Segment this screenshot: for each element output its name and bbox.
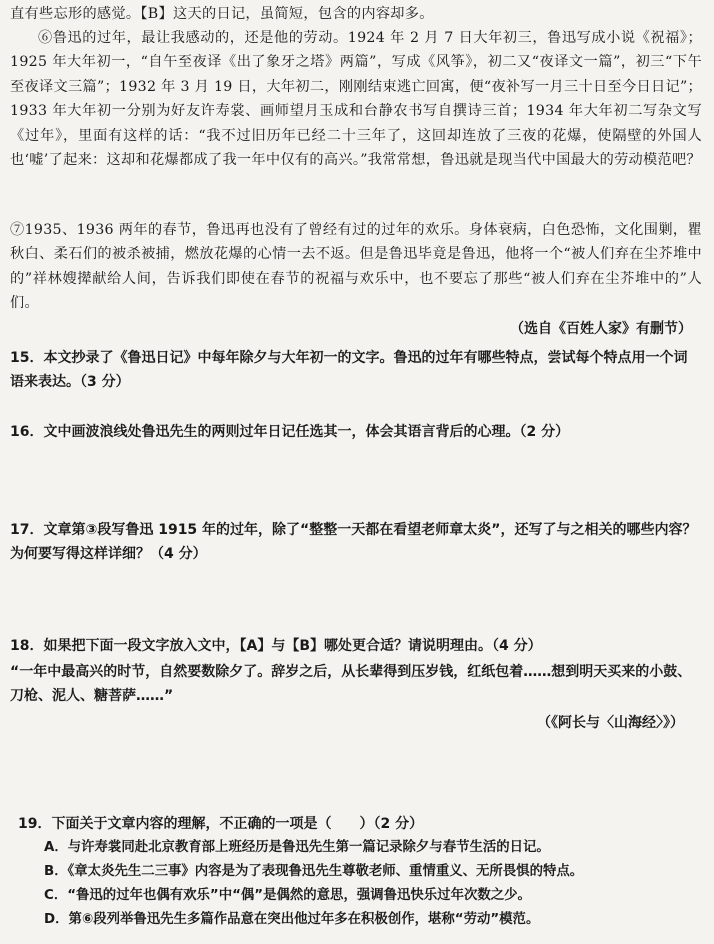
question-18-source: （《阿长与〈山海经〉》） xyxy=(537,715,684,731)
question-17: 17．文章第③段写鲁迅 1915 年的过年，除了“整整一天都在看望老师章太炎”，还写了与之相关的哪些内容？为何要写得这样详细？（4 分） xyxy=(10,522,697,562)
question-19-option-b: B．《章太炎先生二三事》内容是为了表现鲁迅先生尊敬老师、重情重义、无所畏惧的特点。 xyxy=(44,864,584,879)
passage-paragraph-6: ⑥鲁迅的过年，最让我感动的，还是他的劳动。1924 年 2 月 7 日大年初三，鲁迅写成小说《祝福》；1925 年大年初一，“自午至夜译《出了象牙之塔》两篇”，写成《风筝》，初二又“夜译文一篇”，初三“下午至夜译文三篇”；1932 年 3 月 19 日，大年初二，刚刚结束逃亡回寓，便“夜补写一月三十日至今日日记”；1933 年大年初一分别为好友许寿裳、画师望月玉成和台静农书写自撰诗三首；1934 年大年初二写杂文写《过年》，里面有这样的话：“我不过旧历年已经二十三年了，这回却连放了三夜的花爆，使隔壁的外国人也‘嘘’了起来：这却和花爆都成了我一年中仅有的高兴。”我常常想，鲁迅就是现当代中国最大的劳动模范吧？ xyxy=(10,30,702,169)
question-15: 15．本文抄录了《鲁迅日记》中每年除夕与大年初一的文字。鲁迅的过年有哪些特点，尝试每个特点用一个词语来表达。（3 分） xyxy=(10,350,688,390)
question-19-option-a: A．与许寿裳同赴北京教育部上班经历是鲁迅先生第一篇记录除夕与春节生活的日记。 xyxy=(44,840,550,855)
question-19: 19．下面关于文章内容的理解，不正确的一项是（ ）（2 分） xyxy=(18,816,424,832)
question-19-option-d: D．第⑥段列举鲁迅先生多篇作品意在突出他过年多在积极创作，堪称“劳动”模范。 xyxy=(44,912,540,927)
question-16: 16．文中画波浪线处鲁迅先生的两则过年日记任选其一，体会其语言背后的心理。（2 分） xyxy=(10,424,570,440)
passage-source: （选自《百姓人家》有删节） xyxy=(510,321,692,337)
question-18: 18．如果把下面一段文字放入文中，【A】与【B】哪处更合适？请说明理由。（4 分） xyxy=(10,638,542,654)
question-19-option-c: C．“鲁迅的过年也偶有欢乐”中“偶”是偶然的意思，强调鲁迅快乐过年次数之少。 xyxy=(44,888,531,903)
question-18-quote: “一年中最高兴的时节，自然要数除夕了。辞岁之后，从长辈得到压岁钱，红纸包着……想到明天买来的小鼓、刀枪、泥人、糖菩萨……” xyxy=(10,664,692,704)
passage-paragraph-7: ⑦1935、1936 两年的春节，鲁迅再也没有了曾经有过的过年的欢乐。身体衰病，白色恐怖，文化围剿，瞿秋白、柔石们的被杀被捕，燃放花爆的心情一去不返。但是鲁迅毕竟是鲁迅，他将一个“被人们弃在尘芥堆中的”祥林嫂撵献给人间，告诉我们即使在春节的祝福与欢乐中，也不要忘了那些“被人们弃在尘芥堆中的”人们。 xyxy=(10,222,702,312)
passage-intro-line: 直有些忘形的感觉。【B】这天的日记，虽简短，包含的内容却多。 xyxy=(10,6,434,22)
